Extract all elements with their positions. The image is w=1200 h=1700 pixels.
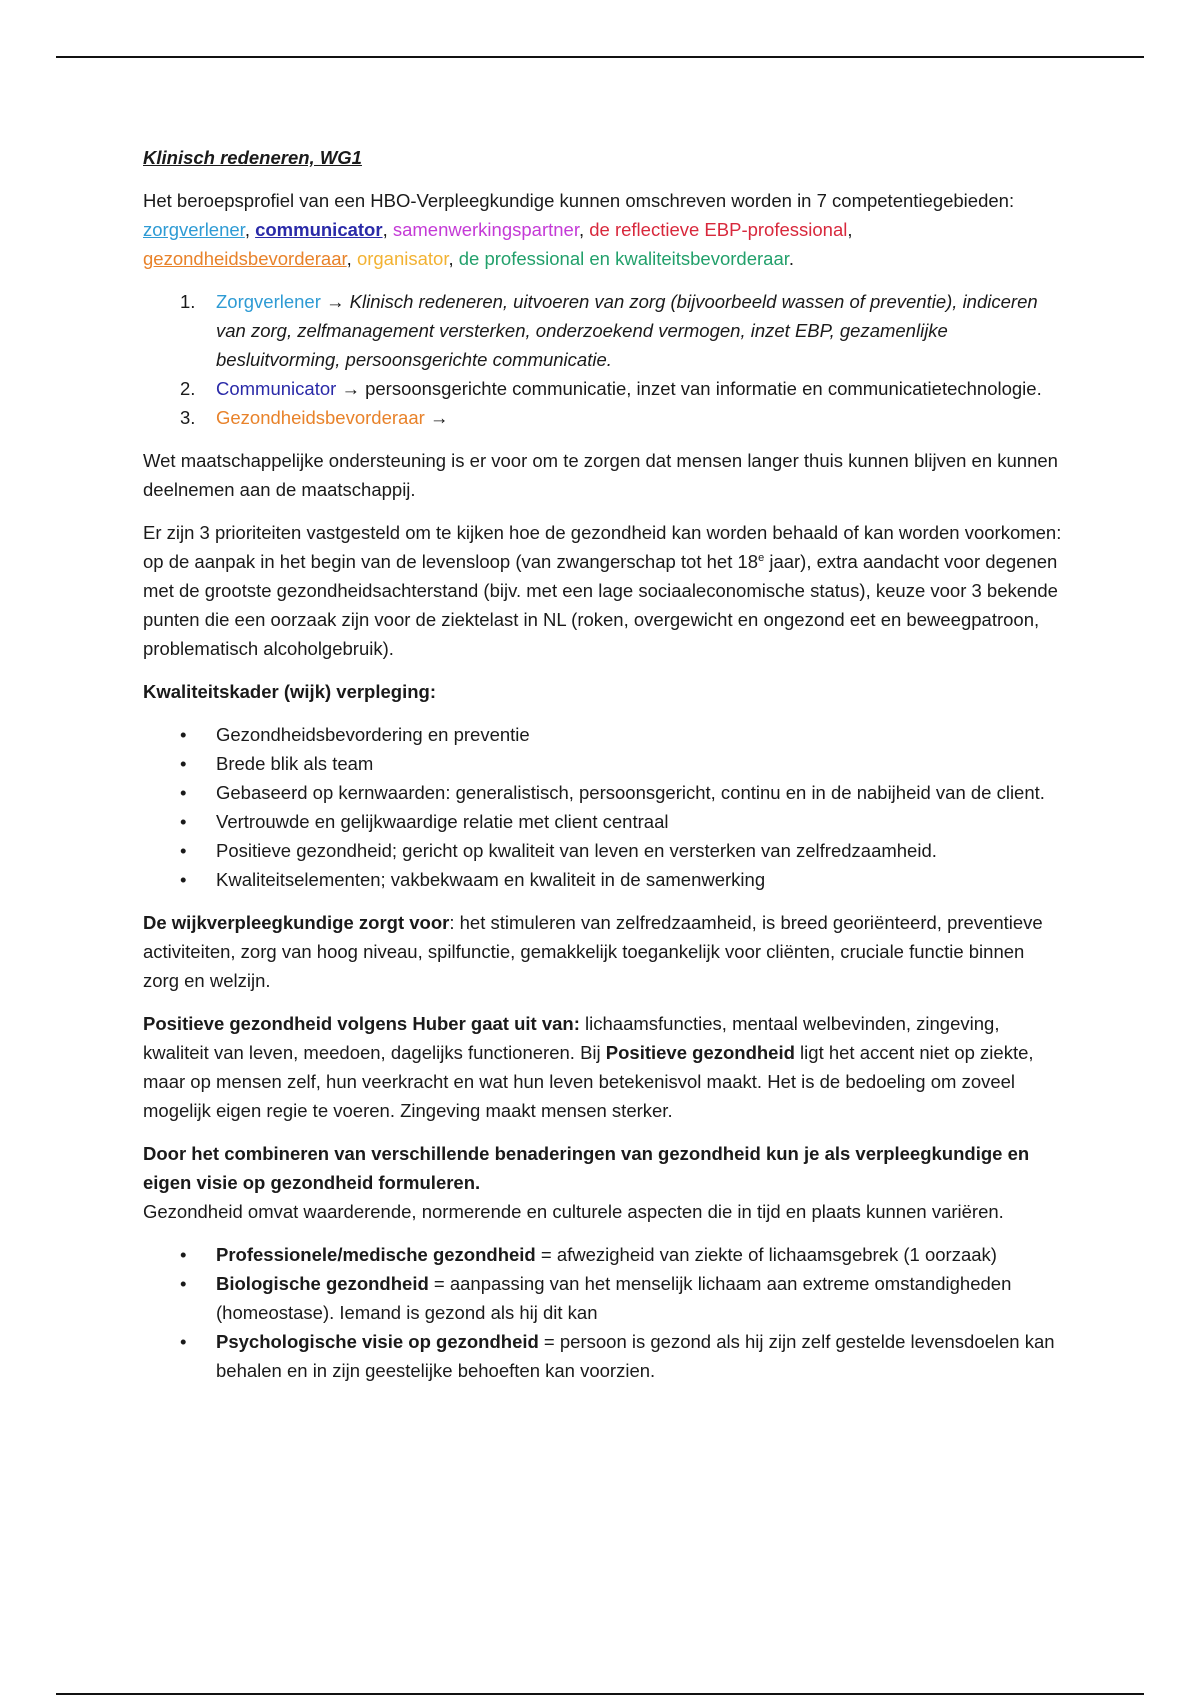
bullet-icon: • [180,1273,187,1294]
competency-organisator: organisator [356,248,449,269]
bullet-icon: • [180,869,187,890]
page-title: Klinisch redeneren, WG1 [143,147,362,168]
item-label-communicator: Communicator [216,378,337,399]
list-item: • Positieve gezondheid; gericht op kwaliteit van leven en versterken van zelfredzaamheid. [143,836,1063,865]
list-item: • Gezondheidsbevordering en preventie [143,720,1063,749]
bullet-icon: • [180,1244,187,1265]
huber-paragraph: Positieve gezondheid volgens Huber gaat uit van: lichaamsfuncties, mentaal welbevinden, zingeving, kwaliteit van leven, meedoen, dagelijks functioneren. Bij Positieve gezondheid ligt het accent niet op ziekte, maar op mensen zelf, hun veerkracht en wat hun leven betekenisvol maakt. Het is de bedoeling om zoveel mogelijk eigen regie te voeren. Zingeving maakt mensen sterker. [143,1013,1034,1121]
competency-communicator: communicator [255,219,383,240]
list-item: 2. Communicator → persoonsgerichte communicatie, inzet van informatie en communicatietechnologie. [180,378,1042,399]
competency-zorgverlener: zorgverlener [143,219,245,240]
bullet-icon: • [180,724,187,745]
item-label-zorgverlener: Zorgverlener [216,291,321,312]
arrow-right-icon: → [326,291,345,312]
priorities-paragraph: Er zijn 3 prioriteiten vastgesteld om te kijken hoe de gezondheid kan worden behaald of kan worden voorkomen: op de aanpak in het begin van de levensloop (van zwangerschap tot het 18e jaar), extra aandacht voor degenen met de grootste gezondheidsachterstand (bijv. met een lage sociaaleconomische status), keuze voor 3 bekende punten die een oorzaak zijn voor de ziektelast in NL (roken, overgewicht en ongezond eet en beweegpatroon, problematisch alcoholgebruik). [143,522,1062,659]
competency-list [143,287,1063,432]
bullet-icon: • [180,811,187,832]
visie-paragraph: Gezondheid omvat waarderende, normerende en culturele aspecten die in tijd en plaats kunnen variëren. [143,1201,1004,1222]
bullet-icon: • [180,782,187,803]
intro-paragraph: Het beroepsprofiel van een HBO-Verpleegkundige kunnen omschreven worden in 7 competentiegebieden: zorgverlener, communicator, samenwerkingspartner, de reflectieve EBP-professional, gezondheidsbevorderaar, organisator, de professional en kwaliteitsbevorderaar. [143,190,1015,269]
bullet-icon: • [180,753,187,774]
visie-heading: Door het combineren van verschillende benaderingen van gezondheid kun je als verpleegkundige en eigen visie op gezondheid formuleren. [143,1143,1030,1193]
list-item: • Biologische gezondheid = aanpassing van het menselijk lichaam aan extreme omstandigheden (homeostase). Iemand is gezond als hij dit kan [143,1269,1063,1327]
footer-rule [56,1693,1144,1695]
intro-text: Het beroepsprofiel van een HBO-Verpleegkundige kunnen omschreven worden in 7 competentiegebieden: [143,190,1015,211]
kwaliteitskader-list [143,720,1063,894]
wmo-paragraph: Wet maatschappelijke ondersteuning is er voor om te zorgen dat mensen langer thuis kunnen blijven en kunnen deelnemen aan de maatschappij. [143,450,1058,500]
list-item: • Gebaseerd op kernwaarden: generalistisch, persoonsgericht, continu en in de nabijheid van de client. [143,778,1063,807]
bullet-icon: • [180,1331,187,1352]
bullet-icon: • [180,840,187,861]
document-page [143,143,1063,1399]
competency-professional: de professional en kwaliteitsbevorderaar [458,248,789,269]
wijkverpleegkundige-paragraph: De wijkverpleegkundige zorgt voor: het stimuleren van zelfredzaamheid, is breed georiënteerd, preventieve activiteiten, zorg van hoog niveau, spilfunctie, gemakkelijk toegankelijk voor cliënten, cruciale functie binnen zorg en welzijn. [143,912,1043,991]
visie-list [143,1240,1063,1385]
competency-samenwerkingspartner: samenwerkingspartner [392,219,579,240]
list-item: 3. Gezondheidsbevorderaar → [180,407,449,428]
list-item: 1. Zorgverlener → Klinisch redeneren, uitvoeren van zorg (bijvoorbeeld wassen of preventie), indiceren van zorg, zelfmanagement versterken, onderzoekend vermogen, inzet EBP, gezamenlijke besluitvorming, persoonsgerichte communicatie. [180,291,1038,370]
list-item: • Psychologische visie op gezondheid = persoon is gezond als hij zijn zelf gestelde levensdoelen kan behalen en in zijn geestelijke behoeften kan voorzien. [143,1327,1063,1385]
list-item: • Brede blik als team [143,749,1063,778]
competency-gezondheidsbevorderaar: gezondheidsbevorderaar [143,248,347,269]
list-item: • Kwaliteitselementen; vakbekwaam en kwaliteit in de samenwerking [143,865,1063,894]
header-rule [56,56,1144,58]
list-item: • Professionele/medische gezondheid = afwezigheid van ziekte of lichaamsgebrek (1 oorzaak) [143,1240,1063,1269]
kwaliteitskader-heading: Kwaliteitskader (wijk) verpleging: [143,681,436,702]
arrow-right-icon: → [341,378,360,399]
item-label-gezondheidsbevorderaar: Gezondheidsbevorderaar [216,407,425,428]
arrow-right-icon: → [429,407,449,428]
competency-reflectieve-ebp: de reflectieve EBP-professional [589,219,848,240]
list-item: • Vertrouwde en gelijkwaardige relatie met client centraal [143,807,1063,836]
